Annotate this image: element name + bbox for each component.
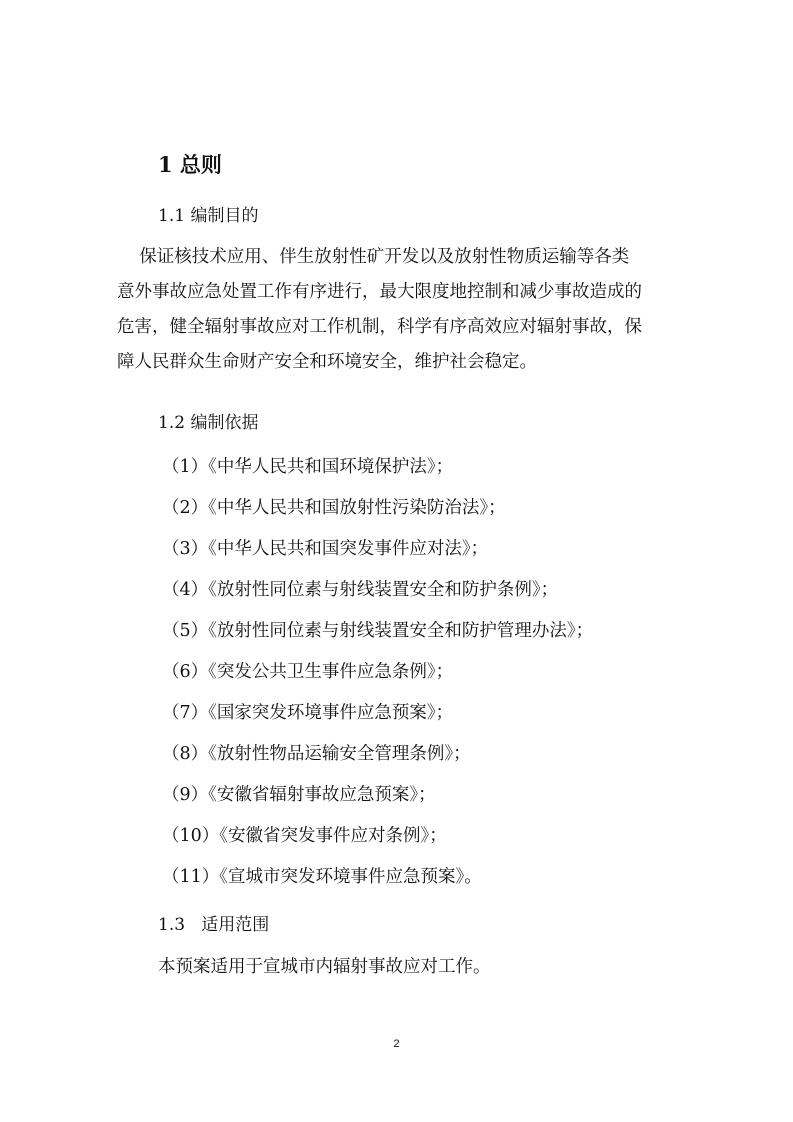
list-item: （10）《安徽省突发事件应对条例》；: [162, 826, 447, 846]
purpose-paragraph: [117, 240, 687, 380]
list-item: （3）《中华人民共和国突发事件应对法》；: [162, 539, 489, 559]
list-item: （8）《放射性物品运输安全管理条例》；: [162, 744, 471, 764]
heading-scope: 1.3 适用范围: [158, 915, 270, 935]
list-item: （9）《安徽省辐射事故应急预案》；: [162, 785, 436, 805]
paragraph-line: 保证核技术应用、伴生放射性矿开发以及放射性物质运输等各类: [117, 247, 630, 267]
list-item: （7）《国家突发环境事件应急预案》；: [162, 703, 454, 723]
list-item: （2）《中华人民共和国放射性污染防治法》；: [162, 498, 506, 518]
paragraph-line: 危害，健全辐射事故应对工作机制，科学有序高效应对辐射事故，保: [117, 317, 642, 337]
heading-purpose: 1.1 编制目的: [158, 206, 259, 226]
list-item: （1）《中华人民共和国环境保护法》；: [162, 457, 454, 477]
heading-basis: 1.2 编制依据: [158, 413, 259, 433]
section-title: 1 总则: [158, 152, 222, 177]
scope-text: 本预案适用于宣城市内辐射事故应对工作。: [158, 957, 491, 977]
reference-list: [162, 452, 593, 903]
list-item: （5）《放射性同位素与射线装置安全和防护管理办法》；: [162, 621, 594, 641]
list-item: （11）《宣城市突发环境事件应急预案》。: [162, 867, 482, 887]
page-number: 2: [393, 1038, 400, 1050]
list-item: （6）《突发公共卫生事件应急条例》；: [162, 662, 454, 682]
list-item: （4）《放射性同位素与射线装置安全和防护条例》；: [162, 580, 559, 600]
paragraph-line: 障人民群众生命财产安全和环境安全，维护社会稳定。: [117, 352, 537, 372]
paragraph-line: 意外事故应急处置工作有序进行，最大限度地控制和减少事故造成的: [117, 282, 642, 302]
